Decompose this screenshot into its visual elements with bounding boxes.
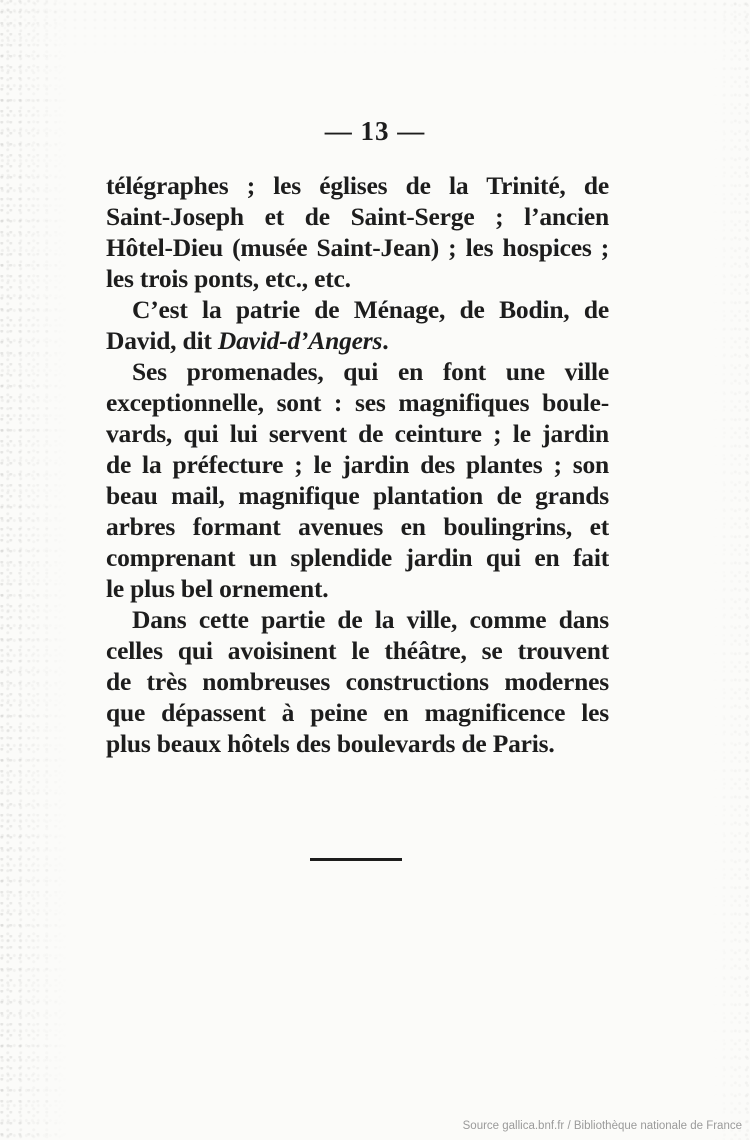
text-line: le plus bel ornement. <box>106 574 329 603</box>
text-segment: David, dit <box>106 326 218 355</box>
text-line: plus beaux hôtels des boulevards de Paris. <box>106 729 555 758</box>
text-segment: . <box>382 326 389 355</box>
section-divider <box>310 858 402 861</box>
scan-noise-right <box>710 0 750 1140</box>
text-line: comprenant un splendide jardin qui en fait <box>106 543 609 572</box>
text-line: vards, qui lui servent de ceinture ; le jardin <box>106 419 609 448</box>
page-number: — 13 — <box>324 116 426 146</box>
text-line: arbres formant avenues en boulingrins, et <box>106 512 609 541</box>
text-line: de la préfecture ; le jardin des plantes ; son <box>106 450 609 479</box>
text-line: Dans cette partie de la ville, comme dans <box>132 605 609 634</box>
text-line: télégraphes ; les églises de la Trinité, de <box>106 171 609 200</box>
text-line: de très nombreuses constructions modernes <box>106 667 609 696</box>
text-line: les trois ponts, etc., etc. <box>106 264 351 293</box>
text-line: beau mail, magnifique plantation de grands <box>106 481 609 510</box>
text-line: Saint-Joseph et de Saint-Serge ; l’ancien <box>106 202 609 231</box>
source-credit: Source gallica.bnf.fr / Bibliothèque nationale de France <box>462 1120 742 1132</box>
text-line: Hôtel-Dieu (musée Saint-Jean) ; les hospices ; <box>106 233 609 262</box>
scan-noise-top <box>0 0 750 60</box>
text-line: exceptionnelle, sont : ses magnifiques boule- <box>106 388 609 417</box>
text-line: Ses promenades, qui en font une ville <box>132 357 609 386</box>
text-line: C’est la patrie de Ménage, de Bodin, de <box>132 295 609 324</box>
text-line: que dépassent à peine en magnificence les <box>106 698 609 727</box>
body-text <box>106 170 609 759</box>
scan-noise-left <box>0 0 70 1140</box>
italic-name: David-d’Angers <box>217 326 383 355</box>
text-line: celles qui avoisinent le théâtre, se trouvent <box>106 636 609 665</box>
text-line-with-italic <box>106 325 609 356</box>
